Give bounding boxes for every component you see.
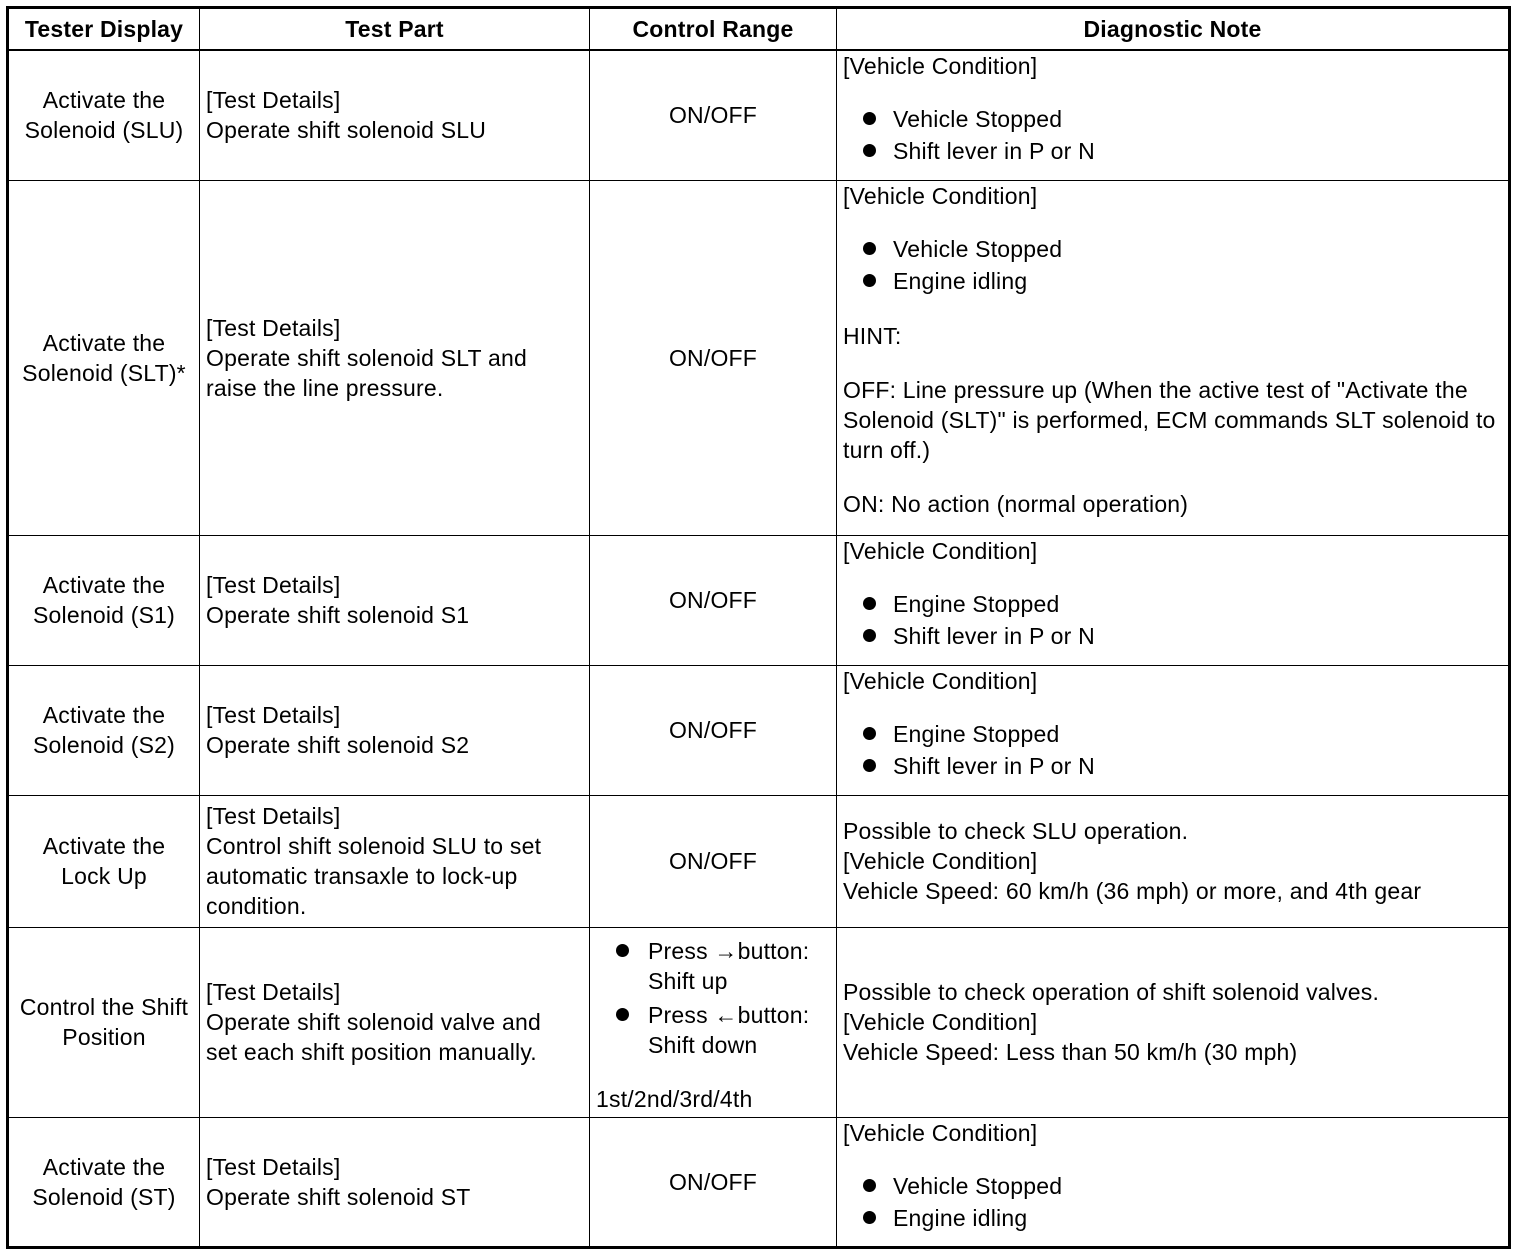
control-range-cell: ON/OFF xyxy=(590,535,837,665)
header-control-range: Control Range xyxy=(590,8,837,51)
list-item: Vehicle Stopped xyxy=(861,1170,1502,1202)
header-tester-display: Tester Display xyxy=(8,8,200,51)
tester-display-cell: Activate the Solenoid (S1) xyxy=(8,535,200,665)
table-row xyxy=(8,795,1510,927)
list-item: Engine Stopped xyxy=(861,718,1502,750)
diagnostic-note-cell: [Vehicle Condition] Engine Stopped Shift lever in P or N xyxy=(837,665,1510,795)
table-row xyxy=(8,50,1510,180)
bullet-icon xyxy=(863,1179,876,1192)
diagnostic-note-cell: Possible to check SLU operation. [Vehicle Condition] Vehicle Speed: 60 km/h (36 mph) or more, and 4th gear xyxy=(837,795,1510,927)
bullet-icon xyxy=(863,727,876,740)
list-item: Vehicle Stopped xyxy=(861,103,1502,135)
bullet-icon xyxy=(863,759,876,772)
gear-range-text: 1st/2nd/3rd/4th xyxy=(596,1085,753,1112)
table-row xyxy=(8,1117,1510,1247)
control-range-cell: ON/OFF xyxy=(590,50,837,180)
header-test-part: Test Part xyxy=(200,8,590,51)
bullet-icon xyxy=(863,274,876,287)
tester-display-cell: Activate the Solenoid (SLT)* xyxy=(8,180,200,535)
test-part-cell: [Test Details] Operate shift solenoid valve and set each shift position manually. xyxy=(200,927,590,1117)
bullet-icon xyxy=(863,1211,876,1224)
test-part-cell: [Test Details] Operate shift solenoid S1 xyxy=(200,535,590,665)
table-row xyxy=(8,180,1510,535)
tester-display-cell: Activate the Solenoid (SLU) xyxy=(8,50,200,180)
table-row xyxy=(8,665,1510,795)
diagnostic-note-cell: [Vehicle Condition] Engine Stopped Shift lever in P or N xyxy=(837,535,1510,665)
tester-display-cell: Activate the Lock Up xyxy=(8,795,200,927)
test-part-cell: [Test Details] Operate shift solenoid SLT and raise the line pressure. xyxy=(200,180,590,535)
bullet-icon xyxy=(616,1008,629,1021)
list-item: Engine idling xyxy=(861,1202,1502,1234)
list-item: Engine Stopped xyxy=(861,588,1502,620)
bullet-icon xyxy=(863,242,876,255)
diagnostic-note-cell: [Vehicle Condition] Vehicle Stopped Engine idling xyxy=(837,1117,1510,1247)
bullet-icon xyxy=(863,112,876,125)
tester-display-cell: Activate the Solenoid (ST) xyxy=(8,1117,200,1247)
test-part-cell: [Test Details] Control shift solenoid SLU to set automatic transaxle to lock-up condition. xyxy=(200,795,590,927)
control-range-cell xyxy=(590,927,837,1117)
test-part-cell: [Test Details] Operate shift solenoid ST xyxy=(200,1117,590,1247)
list-item: Vehicle Stopped xyxy=(861,233,1502,265)
control-range-cell: ON/OFF xyxy=(590,180,837,535)
hint-off-text: OFF: Line pressure up (When the active test of "Activate the Solenoid (SLT)" is performed, ECM commands SLT solenoid to turn off.) xyxy=(843,376,1496,463)
control-range-cell: ON/OFF xyxy=(590,1117,837,1247)
list-item: Press →button: Shift up xyxy=(614,936,830,996)
control-range-cell: ON/OFF xyxy=(590,665,837,795)
list-item: Press ←button: Shift down xyxy=(614,1000,830,1060)
bullet-icon xyxy=(863,629,876,642)
bullet-icon xyxy=(863,144,876,157)
hint-label: HINT: xyxy=(843,322,902,349)
header-diagnostic-note: Diagnostic Note xyxy=(837,8,1510,51)
bullet-icon xyxy=(863,597,876,610)
test-part-cell: [Test Details] Operate shift solenoid SLU xyxy=(200,50,590,180)
list-item: Shift lever in P or N xyxy=(861,750,1502,782)
header-row xyxy=(8,8,1510,51)
list-item: Engine idling xyxy=(861,265,1502,297)
bullet-icon xyxy=(616,944,629,957)
list-item: Shift lever in P or N xyxy=(861,620,1502,652)
diagnostic-note-cell: [Vehicle Condition] Vehicle Stopped Engine idling HINT: OFF: Line pressure up (When the active test of "Activate the Solenoid (SLT)" is performed, ECM commands SLT solenoid to turn off.) ON: No action (normal operation) xyxy=(837,180,1510,535)
tester-display-cell: Activate the Solenoid (S2) xyxy=(8,665,200,795)
diagnostic-note-cell: [Vehicle Condition] Vehicle Stopped Shift lever in P or N xyxy=(837,50,1510,180)
test-part-cell: [Test Details] Operate shift solenoid S2 xyxy=(200,665,590,795)
diagnostic-note-cell: Possible to check operation of shift solenoid valves. [Vehicle Condition] Vehicle Speed: Less than 50 km/h (30 mph) xyxy=(837,927,1510,1117)
active-test-table xyxy=(6,6,1511,1249)
control-range-cell: ON/OFF xyxy=(590,795,837,927)
tester-display-cell: Control the Shift Position xyxy=(8,927,200,1117)
table-row xyxy=(8,927,1510,1117)
table-row xyxy=(8,535,1510,665)
list-item: Shift lever in P or N xyxy=(861,135,1502,167)
hint-on-text: ON: No action (normal operation) xyxy=(843,490,1189,517)
